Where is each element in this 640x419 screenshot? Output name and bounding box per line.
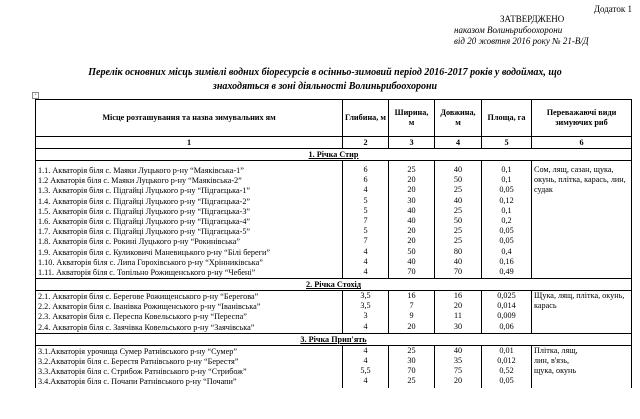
length-value: 20 (453, 301, 463, 311)
area-value: 0,4 (501, 246, 512, 256)
depth-value: 4 (363, 356, 368, 365)
area-value: 0,012 (497, 356, 516, 365)
length-value: 25 (453, 236, 463, 246)
width-cell (389, 345, 435, 387)
area-cell (482, 291, 532, 334)
table-header-row (36, 100, 632, 137)
area-value: 0,49 (499, 266, 514, 276)
place-entry: 1.4. Акваторія біля с. Підгайці Луцького р-ну “Підгаєцька-2” (38, 196, 251, 206)
place-entry: 1.9. Акваторія біля с. Куликовичі Маневицького р-ну “Білі береги” (38, 247, 270, 257)
length-value: 75 (453, 366, 463, 376)
addendum-label: Додаток 1 (593, 4, 632, 14)
depth-value: 3 (363, 311, 368, 321)
depth-cell (343, 291, 389, 334)
area-value: 0,1 (501, 205, 512, 215)
species-value: Щука, лящ, плітка, окунь, карась (534, 291, 625, 311)
section-row-stokhid (36, 279, 632, 291)
place-entry: 2.4. Акваторія біля с. Заячівка Ковельського р-ну “Заячівська” (38, 322, 255, 332)
document-title (30, 66, 620, 94)
area-value: 0,1 (501, 165, 512, 174)
place-cell (36, 161, 343, 279)
length-value: 80 (453, 246, 463, 256)
wintering-sites-table (35, 99, 632, 388)
species-cell (532, 161, 632, 279)
depth-value: 5 (363, 195, 368, 205)
width-value: 20 (407, 236, 416, 246)
width-value: 9 (409, 311, 414, 321)
place-entry: 2.1. Акваторія біля с. Берегове Рожищенського р-ну “Берегова” (38, 292, 259, 302)
section-row-prypiat (36, 333, 632, 345)
column-number: 2 (343, 137, 389, 149)
length-cell (435, 291, 482, 334)
depth-value: 5 (363, 226, 368, 236)
depth-value: 4 (363, 266, 368, 276)
area-cell (482, 345, 532, 387)
place-entry: 1.11. Акваторія біля с. Топільно Рожищенського р-ну “Чебені” (38, 267, 256, 277)
table-anchor-icon: + (32, 92, 39, 99)
depth-value: 6 (363, 175, 368, 185)
length-value: 11 (454, 311, 462, 321)
order-line-1: наказом Волиньрибоохорони (454, 25, 563, 35)
approved-title: ЗАТВЕРДЖЕНО (500, 14, 565, 24)
approval-block (452, 14, 589, 47)
place-entry: 1.5. Акваторія біля с. Підгайці Луцького р-ну “Підгаєцька-3” (38, 206, 251, 216)
width-value: 25 (407, 165, 416, 174)
place-cell (36, 345, 343, 387)
column-number: 6 (532, 137, 632, 149)
area-value: 0,05 (499, 376, 514, 386)
area-value: 0,05 (499, 185, 514, 195)
place-entry: 3.3.Акваторія біля с. Стрибож Ратнівського р-ну “Стрибож” (38, 367, 247, 377)
place-cell (36, 291, 343, 334)
section-data-styr (36, 161, 632, 279)
section-title: 2. Річка Стохід (36, 279, 632, 291)
species-cell (532, 345, 632, 387)
header-area: Площа, га (482, 100, 532, 137)
area-value: 0,009 (497, 311, 516, 321)
depth-cell (343, 161, 389, 279)
place-entry: 1.10. Акваторія біля с. Липа Горохівського р-ну “Хрінниківська” (38, 257, 263, 267)
title-line-1: Перелік основних місць зимівлі водних біоресурсів в осінньо-зимовий період 2016-2017 років у водоймах, що (88, 67, 562, 78)
place-entry: 3.2.Акваторія біля с. Берестя Ратнівського р-ну “Берестя” (38, 357, 239, 366)
area-value: 0,06 (499, 321, 514, 331)
header-place: Місце розташування та назва зимувальних ям (36, 100, 343, 137)
header-species: Переважаючі види зимуючих риб (532, 100, 632, 137)
width-value: 25 (407, 376, 416, 386)
width-value: 25 (407, 345, 416, 355)
area-value: 0,025 (497, 291, 516, 301)
section-data-stokhid (36, 291, 632, 334)
length-value: 20 (453, 376, 463, 386)
width-value: 20 (407, 226, 416, 236)
species-value: лин, в'язь, (534, 356, 570, 365)
length-value: 70 (453, 266, 463, 276)
depth-value: 7 (363, 215, 368, 225)
species-value: щука, окунь (534, 366, 577, 376)
area-value: 0,05 (499, 236, 514, 246)
column-number: 3 (389, 137, 435, 149)
depth-value: 4 (363, 246, 368, 256)
length-value: 25 (453, 185, 463, 195)
column-number: 4 (435, 137, 482, 149)
area-value: 0,014 (497, 301, 516, 311)
depth-value: 7 (363, 236, 368, 246)
column-number: 5 (482, 137, 532, 149)
width-value: 40 (407, 205, 416, 215)
section-title: 3. Річка Прип'ять (36, 333, 632, 345)
species-cell (532, 291, 632, 334)
section-title: 1. Річка Стир (36, 149, 632, 161)
depth-value: 4 (363, 321, 368, 331)
length-value: 50 (453, 215, 463, 225)
length-value: 25 (453, 226, 463, 236)
depth-value: 4 (363, 256, 368, 266)
depth-value: 4 (363, 345, 368, 355)
place-entry: 2.2. Акваторія біля с. Іванівка Рожищенського р-ну “Іванівська” (38, 302, 261, 312)
area-value: 0,2 (501, 215, 512, 225)
length-value: 16 (453, 291, 463, 301)
title-line-2: знаходяться в зоні діяльності Волиньрибоохорони (212, 81, 438, 92)
place-entry: 1.2 Акваторія біля с. Маяки Луцького р-ну “Маяківська-2” (38, 176, 242, 186)
depth-value: 3,5 (360, 301, 371, 311)
column-number-row (36, 137, 632, 149)
section-row-styr (36, 149, 632, 161)
place-entry: 3.4.Акваторія біля с. Почапи Ратнівського р-ну “Почапи” (38, 377, 237, 387)
length-value: 40 (453, 256, 463, 266)
place-entry: 1.1. Акваторія біля с. Маяки Луцького р-ну “Маяківська-1” (38, 166, 244, 175)
depth-value: 6 (363, 165, 368, 174)
width-value: 70 (407, 266, 416, 276)
width-value: 40 (407, 215, 416, 225)
place-entry: 2.3. Акваторія біля с. Переспа Ковельського р-ну “Переспа” (38, 312, 247, 322)
width-value: 7 (409, 301, 414, 311)
place-entry: 1.3. Акваторія біля с. Підгайці Луцького р-ну “Підгаєцька-1” (38, 186, 251, 196)
depth-cell (343, 345, 389, 387)
header-length: Довжина, м (435, 100, 482, 137)
length-value: 25 (453, 205, 463, 215)
column-number: 1 (36, 137, 343, 149)
length-value: 35 (453, 356, 463, 365)
species-value: Сом, лящ, сазан, щука, окунь, плітка, карась, лин, судак (534, 165, 626, 195)
section-data-prypiat (36, 345, 632, 387)
width-value: 20 (407, 175, 416, 185)
width-value: 16 (407, 291, 416, 301)
depth-value: 4 (363, 185, 368, 195)
header-depth: Глибина, м (343, 100, 389, 137)
order-line-2: від 20 жовтня 2016 року № 21-В/Д (454, 36, 589, 46)
width-cell (389, 161, 435, 279)
width-value: 30 (407, 195, 416, 205)
place-entry: 3.1.Акваторія урочища Сумер Ратнівського р-ну “Сумер” (38, 346, 237, 356)
width-cell (389, 291, 435, 334)
length-value: 40 (453, 345, 463, 355)
place-entry: 1.8. Акваторія біля с. Рокині Луцького р-ну “Рокинівська” (38, 237, 240, 247)
length-cell (435, 345, 482, 387)
width-value: 20 (407, 321, 416, 331)
depth-value: 3,5 (360, 291, 371, 301)
width-value: 20 (407, 185, 416, 195)
width-value: 40 (407, 256, 416, 266)
area-value: 0,16 (499, 256, 514, 266)
length-cell (435, 161, 482, 279)
header-width: Ширина, м (389, 100, 435, 137)
place-entry: 1.6. Акваторія біля с. Підгайці Луцького р-ну “Підгаєцька-4” (38, 216, 251, 226)
width-value: 30 (407, 356, 416, 365)
length-value: 40 (453, 195, 463, 205)
width-value: 50 (407, 246, 416, 256)
depth-value: 4 (363, 376, 368, 386)
area-value: 0,1 (501, 175, 512, 185)
place-entry: 1.7. Акваторія біля с. Підгайці Луцького р-ну “Підгаєцька-5” (38, 227, 251, 237)
length-value: 40 (453, 165, 463, 174)
depth-value: 5,5 (360, 366, 371, 376)
width-value: 70 (407, 366, 416, 376)
area-cell (482, 161, 532, 279)
species-value: Плітка, лящ, (534, 345, 578, 355)
area-value: 0,12 (499, 195, 514, 205)
area-value: 0,01 (499, 345, 514, 355)
length-value: 30 (453, 321, 463, 331)
depth-value: 5 (363, 205, 368, 215)
area-value: 0,52 (499, 366, 514, 376)
length-value: 50 (453, 175, 463, 185)
area-value: 0,05 (499, 226, 514, 236)
